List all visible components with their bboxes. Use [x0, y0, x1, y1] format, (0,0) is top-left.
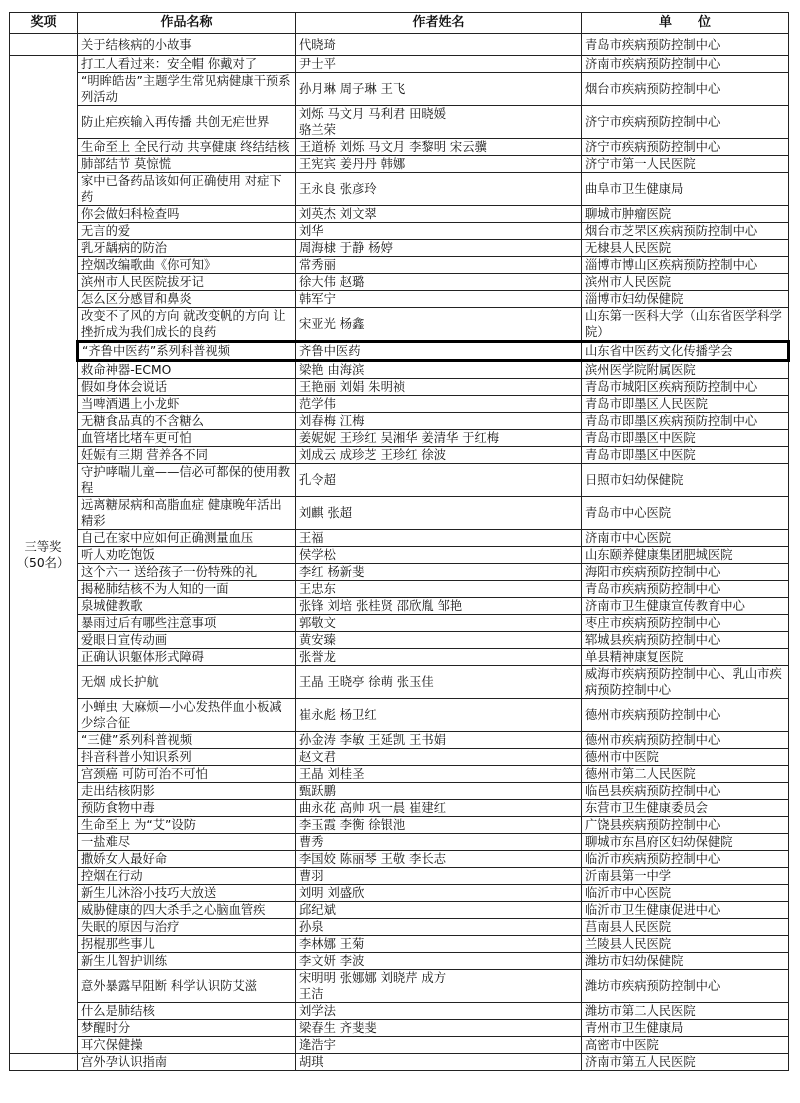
table-row: [10, 885, 789, 902]
title-cell: 怎么区分感冒和鼻炎: [78, 291, 296, 308]
authors-cell: 王艳丽 刘娟 朱明祯: [296, 379, 582, 396]
title-cell: 妊娠有三期 营养各不同: [78, 447, 296, 464]
table-row: [10, 530, 789, 547]
title-cell: 无言的爱: [78, 223, 296, 240]
title-cell: 抖音科普小知识系列: [78, 749, 296, 766]
title-cell: 新生儿沐浴小技巧大放送: [78, 885, 296, 902]
authors-cell: 王晶 王晓亭 徐萌 张玉佳: [296, 666, 582, 699]
table-row: [10, 547, 789, 564]
unit-cell: 烟台市芝罘区疾病预防控制中心: [582, 223, 789, 240]
table-row: [10, 1003, 789, 1020]
table-row: [10, 581, 789, 598]
authors-cell: 刘麒 张超: [296, 497, 582, 530]
table-row: [10, 464, 789, 497]
unit-cell: 潍坊市第二人民医院: [582, 1003, 789, 1020]
unit-cell: 临邑县疾病预防控制中心: [582, 783, 789, 800]
authors-cell: 王道桥 刘烁 马文月 李黎明 宋云骥: [296, 139, 582, 156]
unit-cell: 青岛市即墨区疾病预防控制中心: [582, 413, 789, 430]
authors-cell: 孙泉: [296, 919, 582, 936]
table-row: [10, 379, 789, 396]
table-row: [10, 396, 789, 413]
title-cell: 一盐难尽: [78, 834, 296, 851]
unit-cell: 山东颐养健康集团肥城医院: [582, 547, 789, 564]
title-cell: 肺部结节 莫惊慌: [78, 156, 296, 173]
authors-cell: 尹士平: [296, 56, 582, 73]
unit-cell: 沂南县第一中学: [582, 868, 789, 885]
authors-cell: 韩军宁: [296, 291, 582, 308]
authors-cell: 刘华: [296, 223, 582, 240]
title-cell: 控烟在行动: [78, 868, 296, 885]
authors-cell: 崔永彪 杨卫红: [296, 699, 582, 732]
authors-cell: 侯学松: [296, 547, 582, 564]
authors-cell: 刘成云 成珍芝 王珍红 徐波: [296, 447, 582, 464]
title-cell: 耳穴保健操: [78, 1037, 296, 1054]
unit-cell: 滨州市人民医院: [582, 274, 789, 291]
title-cell: 暴雨过后有哪些注意事项: [78, 615, 296, 632]
table-row: [10, 817, 789, 834]
unit-cell: 兰陵县人民医院: [582, 936, 789, 953]
authors-cell: 常秀丽: [296, 257, 582, 274]
table-row: [10, 766, 789, 783]
title-cell: 假如身体会说话: [78, 379, 296, 396]
table-row: [10, 615, 789, 632]
table-row: [10, 699, 789, 732]
table-row: [10, 666, 789, 699]
authors-cell: 黄安臻: [296, 632, 582, 649]
authors-cell: 张锋 刘培 张桂贤 邵欣胤 邹艳: [296, 598, 582, 615]
table-row: [10, 430, 789, 447]
authors-cell: 刘明 刘盛欣: [296, 885, 582, 902]
award-cell: [10, 34, 78, 56]
unit-cell: 临沂市卫生健康促进中心: [582, 902, 789, 919]
award-cell: 三等奖 （50名）: [10, 56, 78, 1054]
authors-cell: 曲永花 高帅 巩一晨 崔建红: [296, 800, 582, 817]
table-row: [10, 223, 789, 240]
header-authors: 作者姓名: [296, 13, 582, 34]
table-row: [10, 632, 789, 649]
title-cell: 改变不了风的方向 就改变帆的方向 让挫折成为我们成长的良药: [78, 308, 296, 342]
authors-cell: 刘学法: [296, 1003, 582, 1020]
table-row: [10, 106, 789, 139]
authors-cell: 李林娜 王菊: [296, 936, 582, 953]
authors-cell: 刘烁 马文月 马利君 田晓媛 骆兰荣: [296, 106, 582, 139]
table-row: [10, 732, 789, 749]
title-cell: 家中已备药品该如何正确使用 对症下药: [78, 173, 296, 206]
title-cell: 揭秘肺结核不为人知的一面: [78, 581, 296, 598]
table-row: [10, 834, 789, 851]
title-cell: 自己在家中应如何正确测量血压: [78, 530, 296, 547]
unit-cell: 淄博市妇幼保健院: [582, 291, 789, 308]
authors-cell: 齐鲁中医药: [296, 342, 582, 361]
table-row: [10, 936, 789, 953]
unit-cell: 德州市第二人民医院: [582, 766, 789, 783]
title-cell: 什么是肺结核: [78, 1003, 296, 1020]
unit-cell: 济南市疾病预防控制中心: [582, 56, 789, 73]
authors-cell: 姜妮妮 王珍红 吴湘华 姜清华 于红梅: [296, 430, 582, 447]
authors-cell: 邱纪斌: [296, 902, 582, 919]
authors-cell: 代晓琦: [296, 34, 582, 56]
table-row: [10, 1054, 789, 1071]
title-cell: 你会做妇科检查吗: [78, 206, 296, 223]
table-row: [10, 1037, 789, 1054]
authors-cell: 刘春梅 江梅: [296, 413, 582, 430]
title-cell: 关于结核病的小故事: [78, 34, 296, 56]
unit-cell: 日照市妇幼保健院: [582, 464, 789, 497]
title-cell: 爱眼日宣传动画: [78, 632, 296, 649]
unit-cell: 潍坊市妇幼保健院: [582, 953, 789, 970]
unit-cell: 济宁市第一人民医院: [582, 156, 789, 173]
title-cell: 听人劝吃饱饭: [78, 547, 296, 564]
unit-cell: 聊城市肿瘤医院: [582, 206, 789, 223]
table-row: [10, 308, 789, 342]
authors-cell: 范学伟: [296, 396, 582, 413]
unit-cell: 单县精神康复医院: [582, 649, 789, 666]
table-row: [10, 291, 789, 308]
unit-cell: 临沂市中心医院: [582, 885, 789, 902]
title-cell: 走出结核阴影: [78, 783, 296, 800]
table-row: [10, 851, 789, 868]
unit-cell: 曲阜市卫生健康局: [582, 173, 789, 206]
awards-table: [9, 12, 790, 1071]
unit-cell: 海阳市疾病预防控制中心: [582, 564, 789, 581]
title-cell: 正确认识躯体形式障碍: [78, 649, 296, 666]
unit-cell: 济南市卫生健康宣传教育中心: [582, 598, 789, 615]
authors-cell: 张誉龙: [296, 649, 582, 666]
table-row: [10, 970, 789, 1003]
title-cell: 生命至上 全民行动 共享健康 终结结核: [78, 139, 296, 156]
table-row: [10, 139, 789, 156]
unit-cell: 济宁市疾病预防控制中心: [582, 106, 789, 139]
title-cell: 威胁健康的四大杀手之心脑血管疾: [78, 902, 296, 919]
unit-cell: 青岛市城阳区疾病预防控制中心: [582, 379, 789, 396]
unit-cell: 德州市疾病预防控制中心: [582, 732, 789, 749]
table-row: [10, 56, 789, 73]
unit-cell: 山东省中医药文化传播学会: [582, 342, 789, 361]
unit-cell: 济宁市疾病预防控制中心: [582, 139, 789, 156]
authors-cell: 李玉霞 李衡 徐银池: [296, 817, 582, 834]
title-cell: 血管堵比堵车更可怕: [78, 430, 296, 447]
title-cell: 控烟改编歌曲《你可知》: [78, 257, 296, 274]
table-row: [10, 156, 789, 173]
header-award: 奖项: [10, 13, 78, 34]
table-row: [10, 1020, 789, 1037]
authors-cell: 徐大伟 赵璐: [296, 274, 582, 291]
authors-cell: 李国姣 陈丽琴 王敬 李长志: [296, 851, 582, 868]
unit-cell: 枣庄市疾病预防控制中心: [582, 615, 789, 632]
unit-cell: 威海市疾病预防控制中心、乳山市疾病预防控制中心: [582, 666, 789, 699]
table-row: [10, 868, 789, 885]
header-title: 作品名称: [78, 13, 296, 34]
unit-cell: 东营市卫生健康委员会: [582, 800, 789, 817]
title-cell: 救命神器-ECMO: [78, 361, 296, 379]
authors-cell: 李红 杨新斐: [296, 564, 582, 581]
title-cell: 预防食物中毒: [78, 800, 296, 817]
title-cell: 泉城健教歌: [78, 598, 296, 615]
table-row: [10, 598, 789, 615]
authors-cell: 梁春生 齐斐斐: [296, 1020, 582, 1037]
unit-cell: 莒南县人民医院: [582, 919, 789, 936]
unit-cell: 烟台市疾病预防控制中心: [582, 73, 789, 106]
unit-cell: 高密市中医院: [582, 1037, 789, 1054]
unit-cell: 临沂市疾病预防控制中心: [582, 851, 789, 868]
title-cell: 小蝉虫 大麻烦—小心发热伴血小板减少综合征: [78, 699, 296, 732]
authors-cell: 胡琪: [296, 1054, 582, 1071]
table-row: [10, 257, 789, 274]
unit-cell: 济南市第五人民医院: [582, 1054, 789, 1071]
title-cell: “三健”系列科普视频: [78, 732, 296, 749]
title-cell: 无糖食品真的不含糖么: [78, 413, 296, 430]
title-cell: 撒娇女人最好命: [78, 851, 296, 868]
unit-cell: 广饶县疾病预防控制中心: [582, 817, 789, 834]
title-cell: 梦醒时分: [78, 1020, 296, 1037]
title-cell: 打工人看过来：安全帽 你戴对了: [78, 56, 296, 73]
authors-cell: 刘英杰 刘文翠: [296, 206, 582, 223]
title-cell: “明眸皓齿”主题学生常见病健康干预系列活动: [78, 73, 296, 106]
table-row: [10, 800, 789, 817]
title-cell: 防止疟疾输入再传播 共创无疟世界: [78, 106, 296, 139]
authors-cell: 王忠东: [296, 581, 582, 598]
authors-cell: 孔令超: [296, 464, 582, 497]
table-row: [10, 206, 789, 223]
table-row: [10, 413, 789, 430]
table-row: [10, 749, 789, 766]
authors-cell: 李文妍 李波: [296, 953, 582, 970]
unit-cell: 山东第一医科大学（山东省医学科学院）: [582, 308, 789, 342]
title-cell: 守护哮喘儿童——信必可都保的使用教程: [78, 464, 296, 497]
unit-cell: 青岛市疾病预防控制中心: [582, 34, 789, 56]
authors-cell: 孙月琳 周子琳 王飞: [296, 73, 582, 106]
authors-cell: 王晶 刘桂圣: [296, 766, 582, 783]
unit-cell: 济南市中心医院: [582, 530, 789, 547]
title-cell: 这个六一 送给孩子一份特殊的礼: [78, 564, 296, 581]
table-row: [10, 73, 789, 106]
authors-cell: 梁艳 由海滨: [296, 361, 582, 379]
title-cell: 意外暴露早阻断 科学认识防艾滋: [78, 970, 296, 1003]
table-header-row: [10, 13, 789, 34]
unit-cell: 青州市卫生健康局: [582, 1020, 789, 1037]
title-cell: 失眠的原因与治疗: [78, 919, 296, 936]
unit-cell: 滨州医学院附属医院: [582, 361, 789, 379]
table-row: [10, 783, 789, 800]
unit-cell: 青岛市即墨区中医院: [582, 430, 789, 447]
table-row: [10, 34, 789, 56]
title-cell: 生命至上 为“艾”设防: [78, 817, 296, 834]
authors-cell: 宋明明 张娜娜 刘晓芹 成方 王洁: [296, 970, 582, 1003]
title-cell: 无烟 成长护航: [78, 666, 296, 699]
title-cell: 当啤酒遇上小龙虾: [78, 396, 296, 413]
table-row: [10, 953, 789, 970]
authors-cell: 王宪宾 姜丹丹 韩娜: [296, 156, 582, 173]
unit-cell: 青岛市即墨区人民医院: [582, 396, 789, 413]
authors-cell: 王永良 张彦玲: [296, 173, 582, 206]
authors-cell: 王福: [296, 530, 582, 547]
unit-cell: 青岛市疾病预防控制中心: [582, 581, 789, 598]
unit-cell: 郓城县疾病预防控制中心: [582, 632, 789, 649]
title-cell: 宫颈癌 可防可治不可怕: [78, 766, 296, 783]
unit-cell: 青岛市中心医院: [582, 497, 789, 530]
unit-cell: 德州市疾病预防控制中心: [582, 699, 789, 732]
title-cell: 拐棍那些事儿: [78, 936, 296, 953]
authors-cell: 郭敬文: [296, 615, 582, 632]
table-row: [10, 447, 789, 464]
table-row: [10, 902, 789, 919]
authors-cell: 孙金涛 李敏 王延凯 王书娟: [296, 732, 582, 749]
table-row: [10, 564, 789, 581]
unit-cell: 淄博市博山区疾病预防控制中心: [582, 257, 789, 274]
authors-cell: 曹羽: [296, 868, 582, 885]
title-cell: “齐鲁中医药”系列科普视频: [78, 342, 296, 361]
authors-cell: 宋亚光 杨鑫: [296, 308, 582, 342]
table-row: [10, 361, 789, 379]
authors-cell: 逄浩宇: [296, 1037, 582, 1054]
table-row: [10, 649, 789, 666]
authors-cell: 曹秀: [296, 834, 582, 851]
table-row: [10, 274, 789, 291]
title-cell: 宫外孕认识指南: [78, 1054, 296, 1071]
unit-cell: 青岛市即墨区中医院: [582, 447, 789, 464]
unit-cell: 德州市中医院: [582, 749, 789, 766]
table-row: [10, 173, 789, 206]
authors-cell: 赵文君: [296, 749, 582, 766]
unit-cell: 无棣县人民医院: [582, 240, 789, 257]
table-row: [10, 240, 789, 257]
title-cell: 乳牙龋病的防治: [78, 240, 296, 257]
title-cell: 新生儿智护训练: [78, 953, 296, 970]
unit-cell: 聊城市东昌府区妇幼保健院: [582, 834, 789, 851]
title-cell: 滨州市人民医院拔牙记: [78, 274, 296, 291]
award-cell: [10, 1054, 78, 1071]
table-row: [10, 919, 789, 936]
table-row: [10, 497, 789, 530]
table-row: [10, 342, 789, 361]
title-cell: 远离糖尿病和高脂血症 健康晚年活出精彩: [78, 497, 296, 530]
header-unit: 单 位: [582, 13, 789, 34]
authors-cell: 甄跃鹏: [296, 783, 582, 800]
unit-cell: 潍坊市疾病预防控制中心: [582, 970, 789, 1003]
authors-cell: 周海棣 于静 杨婷: [296, 240, 582, 257]
